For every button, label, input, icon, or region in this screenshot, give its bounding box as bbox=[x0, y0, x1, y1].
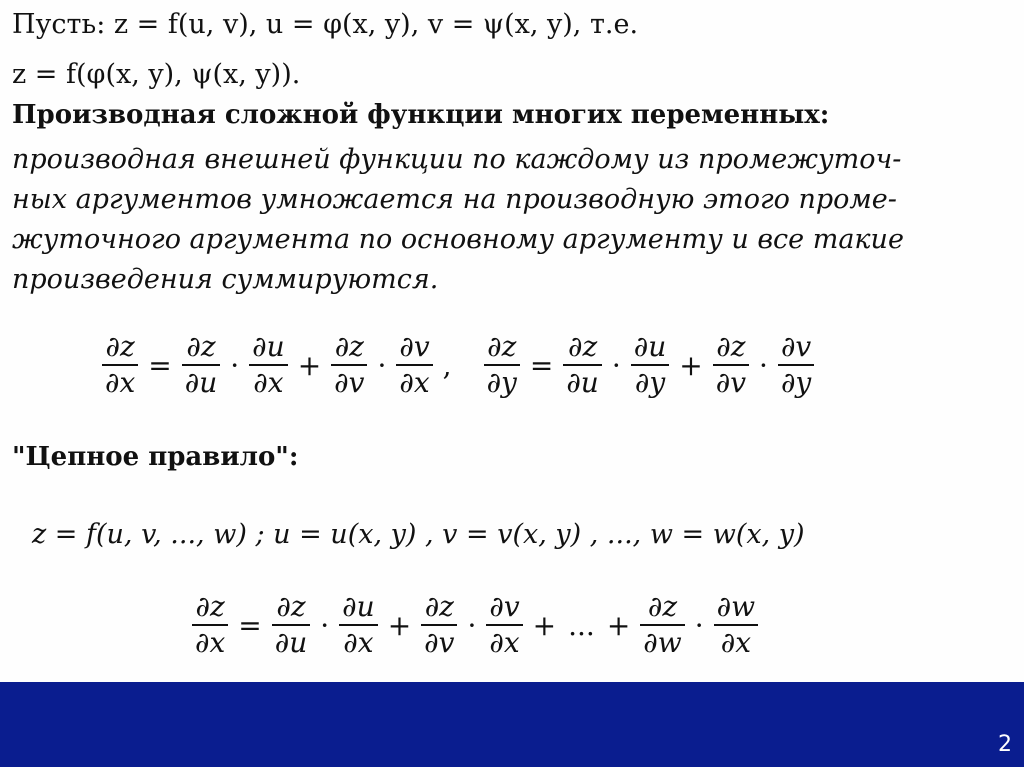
denominator: ∂y bbox=[486, 366, 517, 399]
numerator: ∂v bbox=[489, 590, 520, 623]
denominator: ∂x bbox=[489, 626, 520, 659]
plus-sign: + bbox=[679, 348, 703, 382]
equals-sign: = bbox=[148, 348, 172, 382]
numerator: ∂z bbox=[276, 590, 306, 623]
dot-operator: · bbox=[759, 348, 768, 382]
dot-operator: · bbox=[467, 608, 477, 642]
plus-sign: + bbox=[297, 348, 322, 382]
rule-body-line-4: произведения суммируются. bbox=[12, 264, 439, 295]
equals-sign: = bbox=[529, 348, 554, 382]
denominator: ∂u bbox=[274, 626, 308, 659]
numerator: ∂v bbox=[780, 330, 812, 363]
numerator: ∂w bbox=[716, 590, 756, 623]
intro-line-1: Пусть: z = f(u, v), u = φ(x, y), v = ψ(x, y), т.е. bbox=[12, 9, 639, 40]
plus-sign: + bbox=[387, 608, 412, 642]
fraction-du-dx bbox=[339, 590, 378, 660]
denominator: ∂x bbox=[105, 366, 136, 399]
plus-sign: + bbox=[606, 608, 631, 642]
denominator: ∂x bbox=[399, 366, 430, 399]
fraction-du-dy bbox=[631, 330, 670, 400]
denominator: ∂y bbox=[780, 366, 812, 399]
comma-separator: , bbox=[442, 348, 452, 382]
numerator: ∂v bbox=[399, 330, 430, 363]
denominator: ∂x bbox=[720, 626, 752, 659]
dot-operator: · bbox=[230, 348, 240, 382]
denominator: ∂x bbox=[253, 366, 284, 399]
denominator: ∂x bbox=[195, 626, 226, 659]
intro-line-2: z = f(φ(x, y), ψ(x, y)). bbox=[12, 59, 301, 90]
numerator: ∂u bbox=[342, 590, 375, 623]
fraction-dz-dw bbox=[640, 590, 684, 660]
dot-operator: · bbox=[320, 608, 330, 642]
dot-operator: · bbox=[694, 608, 704, 642]
partial-derivative-formulas bbox=[98, 330, 818, 400]
fraction-dz-dx bbox=[102, 330, 138, 400]
numerator: ∂z bbox=[487, 330, 517, 363]
ellipsis: ... bbox=[568, 608, 595, 642]
numerator: ∂z bbox=[647, 590, 678, 623]
fraction-dz-du bbox=[272, 590, 311, 660]
numerator: ∂z bbox=[716, 330, 746, 363]
rule-body-line-2: ных аргументов умножается на производную этого проме- bbox=[12, 184, 897, 215]
chain-rule-formula bbox=[188, 590, 762, 660]
fraction-dz-dx bbox=[192, 590, 228, 660]
rule-body-line-3: жуточного аргумента по основному аргументу и все такие bbox=[12, 224, 904, 255]
fraction-dz-du bbox=[182, 330, 221, 400]
fraction-dz-dv bbox=[331, 330, 367, 400]
numerator: ∂u bbox=[252, 330, 285, 363]
fraction-dv-dy bbox=[778, 330, 814, 400]
numerator: ∂z bbox=[105, 330, 135, 363]
fraction-du-dx bbox=[249, 330, 288, 400]
denominator: ∂u bbox=[184, 366, 218, 399]
chain-rule-title: "Цепное правило": bbox=[12, 442, 299, 472]
slide-footer-bar bbox=[0, 682, 1024, 767]
chain-rule-definition: z = f(u, v, ..., w) ; u = u(x, y) , v = v(x, y) , ..., w = w(x, y) bbox=[32, 519, 805, 550]
denominator: ∂v bbox=[334, 366, 365, 399]
denominator: ∂x bbox=[343, 626, 374, 659]
denominator: ∂v bbox=[715, 366, 747, 399]
plus-sign: + bbox=[532, 608, 557, 642]
numerator: ∂u bbox=[633, 330, 667, 363]
page-number: 2 bbox=[998, 732, 1012, 757]
fraction-dz-dv bbox=[421, 590, 457, 660]
denominator: ∂u bbox=[566, 366, 599, 399]
dot-operator: · bbox=[611, 348, 621, 382]
fraction-dz-dy bbox=[484, 330, 520, 400]
fraction-dz-dv bbox=[713, 330, 749, 400]
equals-sign: = bbox=[238, 608, 262, 642]
denominator: ∂w bbox=[643, 626, 682, 659]
denominator: ∂v bbox=[424, 626, 455, 659]
numerator: ∂z bbox=[567, 330, 598, 363]
numerator: ∂z bbox=[334, 330, 364, 363]
fraction-dz-du bbox=[563, 330, 602, 400]
numerator: ∂z bbox=[186, 330, 216, 363]
rule-body-line-1: производная внешней функции по каждому из промежуточ- bbox=[12, 144, 902, 175]
fraction-dw-dx bbox=[714, 590, 758, 660]
rule-heading: Производная сложной функции многих переменных: bbox=[12, 100, 830, 130]
denominator: ∂y bbox=[634, 366, 666, 399]
numerator: ∂z bbox=[424, 590, 454, 623]
fraction-dv-dx bbox=[396, 330, 432, 400]
fraction-dv-dx bbox=[486, 590, 522, 660]
dot-operator: · bbox=[377, 348, 387, 382]
numerator: ∂z bbox=[195, 590, 225, 623]
